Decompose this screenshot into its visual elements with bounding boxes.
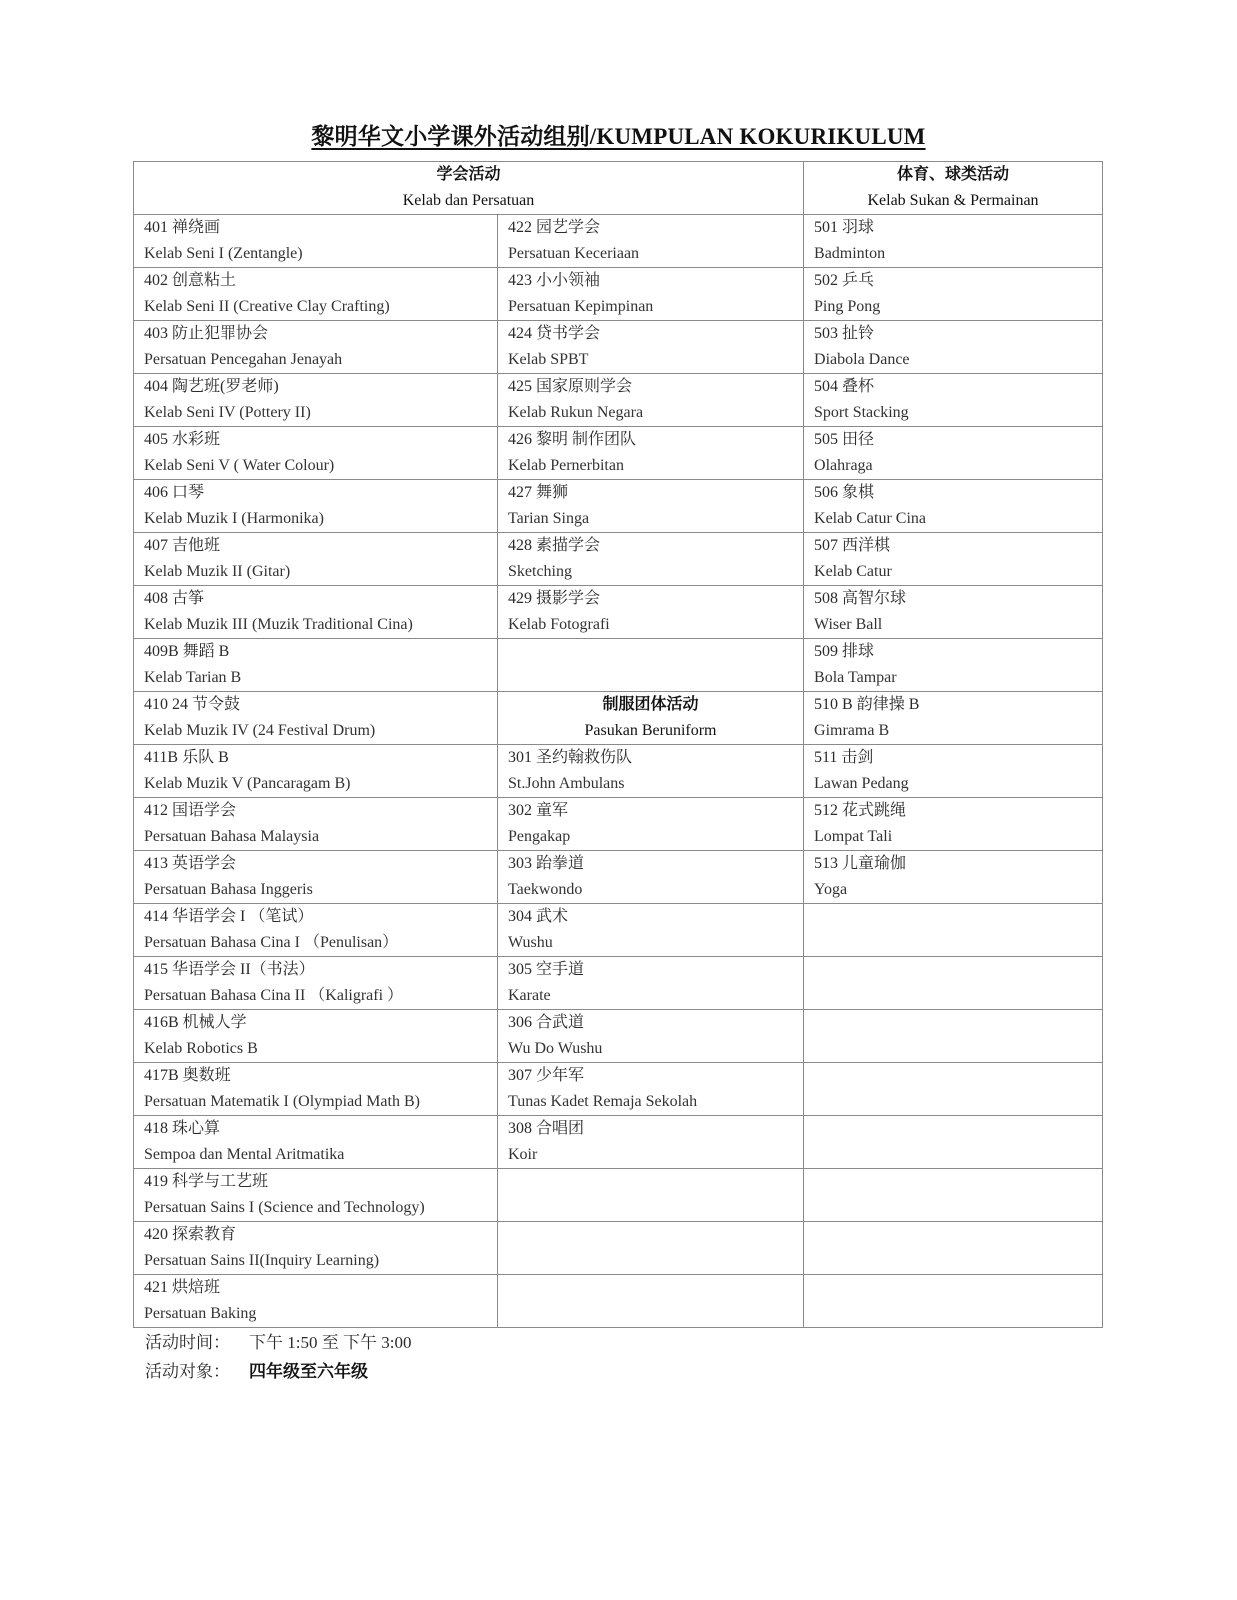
activity-code-zh: 423 小小领袖 [508, 272, 601, 289]
activity-cell [498, 374, 804, 427]
activity-cell [498, 1169, 804, 1222]
activity-name-ms: Kelab Pernerbitan [508, 457, 624, 474]
table-row [134, 374, 1103, 427]
activity-cell [804, 321, 1103, 374]
activity-name-ms: Tunas Kadet Remaja Sekolah [508, 1093, 698, 1110]
activity-name-ms: Persatuan Sains II(Inquiry Learning) [144, 1252, 380, 1269]
activity-code-zh: 506 象棋 [814, 484, 875, 501]
activity-name-ms: Badminton [814, 245, 886, 262]
activity-code-zh: 416B 机械人学 [144, 1014, 247, 1031]
table-row [134, 533, 1103, 586]
activity-name-ms: St.John Ambulans [508, 775, 625, 792]
activity-name-ms: Wushu [508, 934, 553, 951]
activity-name-ms: Persatuan Matematik I (Olympiad Math B) [144, 1093, 420, 1110]
activity-code-zh: 422 园艺学会 [508, 219, 601, 236]
activity-cell [134, 851, 498, 904]
activity-name-ms: Yoga [814, 881, 848, 898]
activity-cell [804, 1169, 1103, 1222]
table-row [134, 798, 1103, 851]
activity-code-zh: 429 摄影学会 [508, 590, 601, 607]
activity-cell [134, 692, 498, 745]
activity-code-zh: 426 黎明 制作团队 [508, 431, 637, 448]
activity-name-ms: Tarian Singa [508, 510, 590, 527]
activity-code-zh: 306 合武道 [508, 1014, 585, 1031]
table-body [134, 162, 1103, 1328]
activity-code-zh: 305 空手道 [508, 961, 585, 978]
activity-code-zh: 427 舞狮 [508, 484, 569, 501]
table-header-row [134, 162, 1103, 215]
activity-target [145, 1357, 368, 1382]
activity-name-ms: Kelab SPBT [508, 351, 589, 368]
activity-cell [498, 586, 804, 639]
activity-cell [498, 904, 804, 957]
activity-name-ms: Sketching [508, 563, 572, 580]
table-row [134, 1222, 1103, 1275]
activity-cell [804, 215, 1103, 268]
activity-cell [498, 957, 804, 1010]
header-clubs-zh: 学会活动 [436, 166, 501, 183]
activity-cell [134, 1010, 498, 1063]
table-row [134, 745, 1103, 798]
activity-name-ms: Kelab Muzik III (Muzik Traditional Cina) [144, 616, 413, 633]
activity-cell [804, 374, 1103, 427]
activity-code-zh: 504 叠杯 [814, 378, 875, 395]
table-row [134, 904, 1103, 957]
activity-code-zh: 507 西洋棋 [814, 537, 891, 554]
activity-cell [134, 427, 498, 480]
activity-code-zh: 420 探索教育 [144, 1226, 237, 1243]
table-row [134, 1010, 1103, 1063]
activity-code-zh: 407 吉他班 [144, 537, 221, 554]
activity-name-ms: Diabola Dance [814, 351, 910, 368]
table-row [134, 957, 1103, 1010]
activity-cell [498, 745, 804, 798]
activity-cell [804, 692, 1103, 745]
activity-cell [498, 851, 804, 904]
activity-code-zh: 418 珠心算 [144, 1120, 221, 1137]
activity-cell [134, 586, 498, 639]
activity-cell [134, 745, 498, 798]
activity-cell [804, 1010, 1103, 1063]
activity-name-ms: Kelab Catur [814, 563, 892, 580]
activity-code-zh: 512 花式跳绳 [814, 802, 907, 819]
activity-code-zh: 409B 舞蹈 B [144, 643, 230, 660]
activity-code-zh: 404 陶艺班(罗老师) [144, 378, 279, 395]
table-row [134, 586, 1103, 639]
activity-target-value: 四年级至六年级 [249, 1362, 368, 1381]
activity-name-ms: Taekwondo [508, 881, 583, 898]
activity-code-zh: 508 高智尔球 [814, 590, 907, 607]
activity-name-ms: Lawan Pedang [814, 775, 909, 792]
activity-code-zh: 419 科学与工艺班 [144, 1173, 269, 1190]
activity-cell [134, 904, 498, 957]
header-sports-ms: Kelab Sukan & Permainan [867, 192, 1039, 209]
activity-cell [134, 639, 498, 692]
header-clubs-ms: Kelab dan Persatuan [402, 192, 535, 209]
header-uniform-ms: Pasukan Beruniform [584, 722, 717, 739]
activity-cell [498, 639, 804, 692]
activity-code-zh: 425 国家原则学会 [508, 378, 633, 395]
activity-code-zh: 413 英语学会 [144, 855, 237, 872]
activity-code-zh: 304 武术 [508, 908, 569, 925]
activity-cell [134, 268, 498, 321]
activity-name-ms: Kelab Seni II (Creative Clay Crafting) [144, 298, 390, 315]
table-row [134, 268, 1103, 321]
activity-cell [134, 374, 498, 427]
activity-cell [804, 1063, 1103, 1116]
activity-name-ms: Persatuan Kepimpinan [508, 298, 654, 315]
activity-cell [804, 639, 1103, 692]
activity-name-ms: Persatuan Keceriaan [508, 245, 640, 262]
activity-name-ms: Kelab Catur Cina [814, 510, 926, 527]
activity-code-zh: 503 扯铃 [814, 325, 875, 342]
activity-cell [804, 533, 1103, 586]
activity-code-zh: 511 击剑 [814, 749, 874, 766]
cocurriculum-table [133, 161, 1103, 1328]
activity-code-zh: 501 羽球 [814, 219, 875, 236]
activity-code-zh: 505 田径 [814, 431, 875, 448]
activity-cell [804, 851, 1103, 904]
activity-name-ms: Kelab Muzik II (Gitar) [144, 563, 291, 580]
activity-name-ms: Kelab Fotografi [508, 616, 610, 633]
activity-name-ms: Lompat Tali [814, 828, 893, 845]
activity-code-zh: 513 儿童瑜伽 [814, 855, 907, 872]
table-row [134, 321, 1103, 374]
activity-code-zh: 405 水彩班 [144, 431, 221, 448]
activity-cell [134, 1063, 498, 1116]
activity-code-zh: 410 24 节令鼓 [144, 696, 241, 713]
table-row [134, 692, 1103, 745]
activity-code-zh: 424 贷书学会 [508, 325, 601, 342]
activity-name-ms: Kelab Muzik V (Pancaragam B) [144, 775, 351, 792]
activity-name-ms: Persatuan Bahasa Cina II （Kaligrafi ） [144, 987, 404, 1004]
activity-name-ms: Kelab Robotics B [144, 1040, 258, 1057]
activity-name-ms: Kelab Rukun Negara [508, 404, 644, 421]
activity-name-ms: Olahraga [814, 457, 873, 474]
activity-cell [804, 904, 1103, 957]
table-row [134, 1169, 1103, 1222]
activity-name-ms: Koir [508, 1146, 538, 1163]
activity-name-ms: Persatuan Bahasa Cina I （Penulisan） [144, 934, 399, 951]
activity-cell [804, 957, 1103, 1010]
table-row [134, 1063, 1103, 1116]
table-row [134, 639, 1103, 692]
activity-name-ms: Kelab Muzik IV (24 Festival Drum) [144, 722, 376, 739]
activity-code-zh: 412 国语学会 [144, 802, 237, 819]
header-clubs [134, 162, 804, 215]
activity-cell [804, 427, 1103, 480]
activity-cell [134, 1222, 498, 1275]
activity-cell [498, 215, 804, 268]
activity-name-ms: Kelab Seni I (Zentangle) [144, 245, 303, 262]
table-row [134, 480, 1103, 533]
table-row [134, 427, 1103, 480]
activity-cell [498, 1116, 804, 1169]
activity-name-ms: Sport Stacking [814, 404, 909, 421]
activity-code-zh: 411B 乐队 B [144, 749, 229, 766]
activity-name-ms: Kelab Tarian B [144, 669, 242, 686]
activity-name-ms: Kelab Seni IV (Pottery II) [144, 404, 311, 421]
activity-code-zh: 401 禅绕画 [144, 219, 221, 236]
activity-code-zh: 509 排球 [814, 643, 875, 660]
activity-cell [804, 586, 1103, 639]
activity-name-ms: Persatuan Baking [144, 1305, 257, 1322]
activity-name-ms: Kelab Muzik I (Harmonika) [144, 510, 324, 527]
activity-cell [498, 427, 804, 480]
activity-cell [134, 798, 498, 851]
activity-code-zh: 428 素描学会 [508, 537, 601, 554]
activity-cell [804, 798, 1103, 851]
activity-code-zh: 307 少年军 [508, 1067, 585, 1084]
activity-code-zh: 406 口琴 [144, 484, 205, 501]
page-title: 黎明华文小学课外活动组别/KUMPULAN KOKURIKULUM [311, 124, 926, 149]
activity-name-ms: Pengakap [508, 828, 571, 845]
activity-code-zh: 417B 奥数班 [144, 1067, 231, 1084]
activity-cell [498, 1275, 804, 1328]
header-sports-zh: 体育、球类活动 [897, 166, 1010, 183]
activity-code-zh: 402 创意粘土 [144, 272, 237, 289]
activity-cell [498, 533, 804, 586]
activity-code-zh: 408 古筝 [144, 590, 205, 607]
activity-cell [804, 1222, 1103, 1275]
activity-cell [498, 1010, 804, 1063]
activity-name-ms: Persatuan Bahasa Malaysia [144, 828, 320, 845]
activity-cell [498, 1063, 804, 1116]
activity-code-zh: 403 防止犯罪协会 [144, 325, 269, 342]
activity-name-ms: Persatuan Sains I (Science and Technology) [144, 1199, 425, 1216]
activity-cell [804, 1275, 1103, 1328]
activity-cell [804, 745, 1103, 798]
activity-cell [498, 798, 804, 851]
activity-cell [498, 268, 804, 321]
activity-code-zh: 308 合唱团 [508, 1120, 585, 1137]
activity-code-zh: 414 华语学会 I （笔试） [144, 908, 314, 925]
activity-time [145, 1328, 411, 1353]
activity-cell [804, 480, 1103, 533]
table-row [134, 851, 1103, 904]
header-uniform [498, 692, 804, 745]
activity-target-label: 活动对象： [145, 1362, 230, 1381]
activity-cell [804, 1116, 1103, 1169]
activity-cell [134, 1275, 498, 1328]
activity-name-ms: Karate [508, 987, 551, 1004]
activity-cell [498, 480, 804, 533]
activity-time-label: 活动时间： [145, 1333, 230, 1352]
activity-code-zh: 421 烘焙班 [144, 1279, 221, 1296]
activity-name-ms: Persatuan Pencegahan Jenayah [144, 351, 343, 368]
activity-cell [134, 1116, 498, 1169]
activity-code-zh: 302 童军 [508, 802, 569, 819]
activity-time-value: 下午 1:50 至 下午 3:00 [249, 1333, 412, 1352]
activity-name-ms: Ping Pong [814, 298, 881, 315]
table-row [134, 1275, 1103, 1328]
activity-name-ms: Wu Do Wushu [508, 1040, 603, 1057]
activity-cell [134, 533, 498, 586]
activity-name-ms: Kelab Seni V ( Water Colour) [144, 457, 335, 474]
table-row [134, 215, 1103, 268]
header-uniform-zh: 制服团体活动 [602, 696, 699, 713]
activity-code-zh: 510 B 韵律操 B [814, 696, 920, 713]
activity-code-zh: 415 华语学会 II（书法） [144, 961, 315, 978]
header-sports [804, 162, 1103, 215]
activity-code-zh: 301 圣约翰救伤队 [508, 749, 633, 766]
activity-cell [134, 215, 498, 268]
activity-cell [134, 321, 498, 374]
activity-code-zh: 303 跆拳道 [508, 855, 585, 872]
activity-code-zh: 502 乒乓 [814, 272, 875, 289]
activity-cell [498, 1222, 804, 1275]
activity-name-ms: Bola Tampar [814, 669, 897, 686]
table-row [134, 1116, 1103, 1169]
activity-name-ms: Persatuan Bahasa Inggeris [144, 881, 313, 898]
activity-cell [498, 321, 804, 374]
activity-cell [134, 957, 498, 1010]
activity-cell [134, 1169, 498, 1222]
activity-cell [134, 480, 498, 533]
activity-name-ms: Wiser Ball [814, 616, 883, 633]
activity-name-ms: Sempoa dan Mental Aritmatika [144, 1146, 345, 1163]
activity-cell [804, 268, 1103, 321]
activity-name-ms: Gimrama B [814, 722, 890, 739]
